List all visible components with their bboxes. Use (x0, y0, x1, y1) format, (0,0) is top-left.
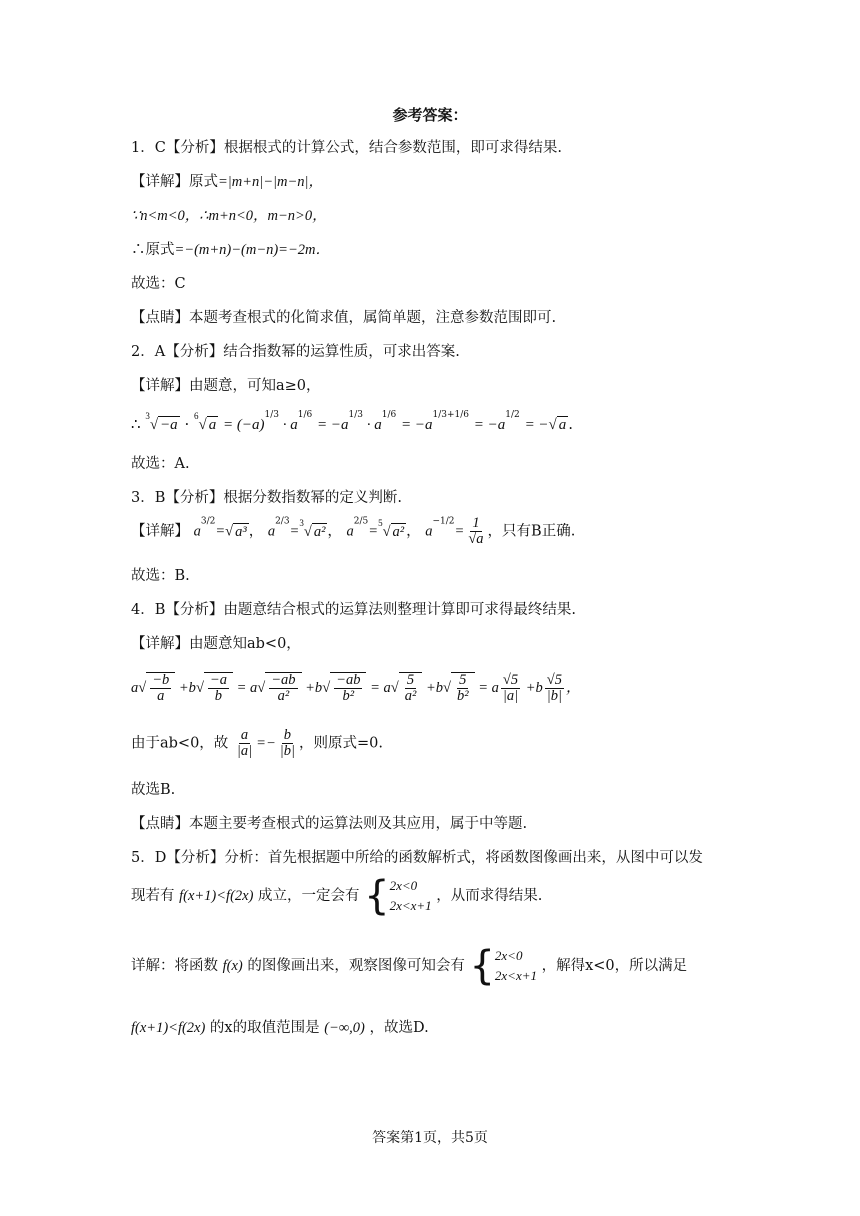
q4-choice: 故选B. (131, 782, 176, 798)
q5-analysis-cont: 现若有 f(x+1)<f(2x) 成立，一定会有 { 2x<0 2x<x+1 ，从而求得结果. (131, 873, 543, 919)
q5-conclusion: f(x+1)<f(2x) 的x的取值范围是 (−∞,0) ，故选D. (131, 1020, 429, 1036)
q1-analysis: 1．C【分析】根据根式的计算公式，结合参数范围，即可求得结果. (131, 140, 562, 156)
q3-analysis: 3．B【分析】根据分数指数幂的定义判断. (131, 490, 402, 506)
q4-since: 由于ab<0，故 $\frac{a}{|a|}$ =− $\frac{b}{|b|}$ ，则原式=0. (131, 727, 383, 760)
q1-detail: 【详解】原式=|m+n|−|m−n|， (131, 174, 324, 190)
q5-analysis: 5．D【分析】分析：首先根据题中所给的函数解析式，将函数图像画出来，从图中可以发 (131, 850, 703, 866)
q2-derivation: ∴ $^3$√ −a · $^6$√ $a = (-a)^{1/3} \cdot a^{1/6} = -a^{1/3} \cdot a^{1/6} = -a^{1/3+1/6} = -a^{1/2}$ = −√ a . (131, 410, 574, 433)
q1-choice: 故选：C (131, 276, 186, 292)
q1-result: ∴原式=−(m+n)−(m−n)=−2m． (131, 242, 330, 258)
q4-detail: 【详解】由题意知ab<0， (131, 636, 301, 652)
q4-comment: 【点睛】本题主要考查根式的运算法则及其应用，属于中等题. (131, 816, 528, 832)
q3-detail: 【详解】 $a^{3/2}=√$ a³ ， $a^{2/3}=^3√$ a² ， $a^{2/5}=^5√$ a² ， $a^{-1/2}=$ $\frac{1}{√a}$ ，只有B正确. (131, 515, 576, 548)
q1-comment: 【点睛】本题考查根式的化简求值，属简单题，注意参数范围即可. (131, 310, 557, 326)
q2-choice: 故选：A. (131, 456, 190, 472)
q4-derivation: a√ $\frac{-b}{a}$ +b√ $\frac{-a}{b}$ = a√ $\frac{-ab}{\text{a²}}$ +b√ $\frac{-ab}{\text{b²}}$ = a√ $\frac{5}{\text{a²}}$ +b√ $\frac{5}{\text{b²}}$ = a $\frac{√5}{|a|}$ +b $\frac{√5}{|b|}$ ， (131, 672, 581, 705)
page-title: 参考答案： (392, 106, 468, 124)
page-footer: 答案第1页，共5页 (372, 1130, 488, 1146)
q1-condition: ∵n<m<0，∴m+n<0，m−n>0， (131, 208, 327, 224)
q5-detail: 详解：将函数 f(x) 的图像画出来，观察图像可知会有 { 2x<0 2x<x+1 ，解得x<0，所以满足 (131, 943, 688, 989)
q4-analysis: 4．B【分析】由题意结合根式的运算法则整理计算即可求得最终结果. (131, 602, 576, 618)
q3-choice: 故选：B. (131, 568, 190, 584)
q2-detail: 【详解】由题意，可知a≥0， (131, 378, 321, 394)
q2-analysis: 2．A【分析】结合指数幂的运算性质，可求出答案. (131, 344, 460, 360)
